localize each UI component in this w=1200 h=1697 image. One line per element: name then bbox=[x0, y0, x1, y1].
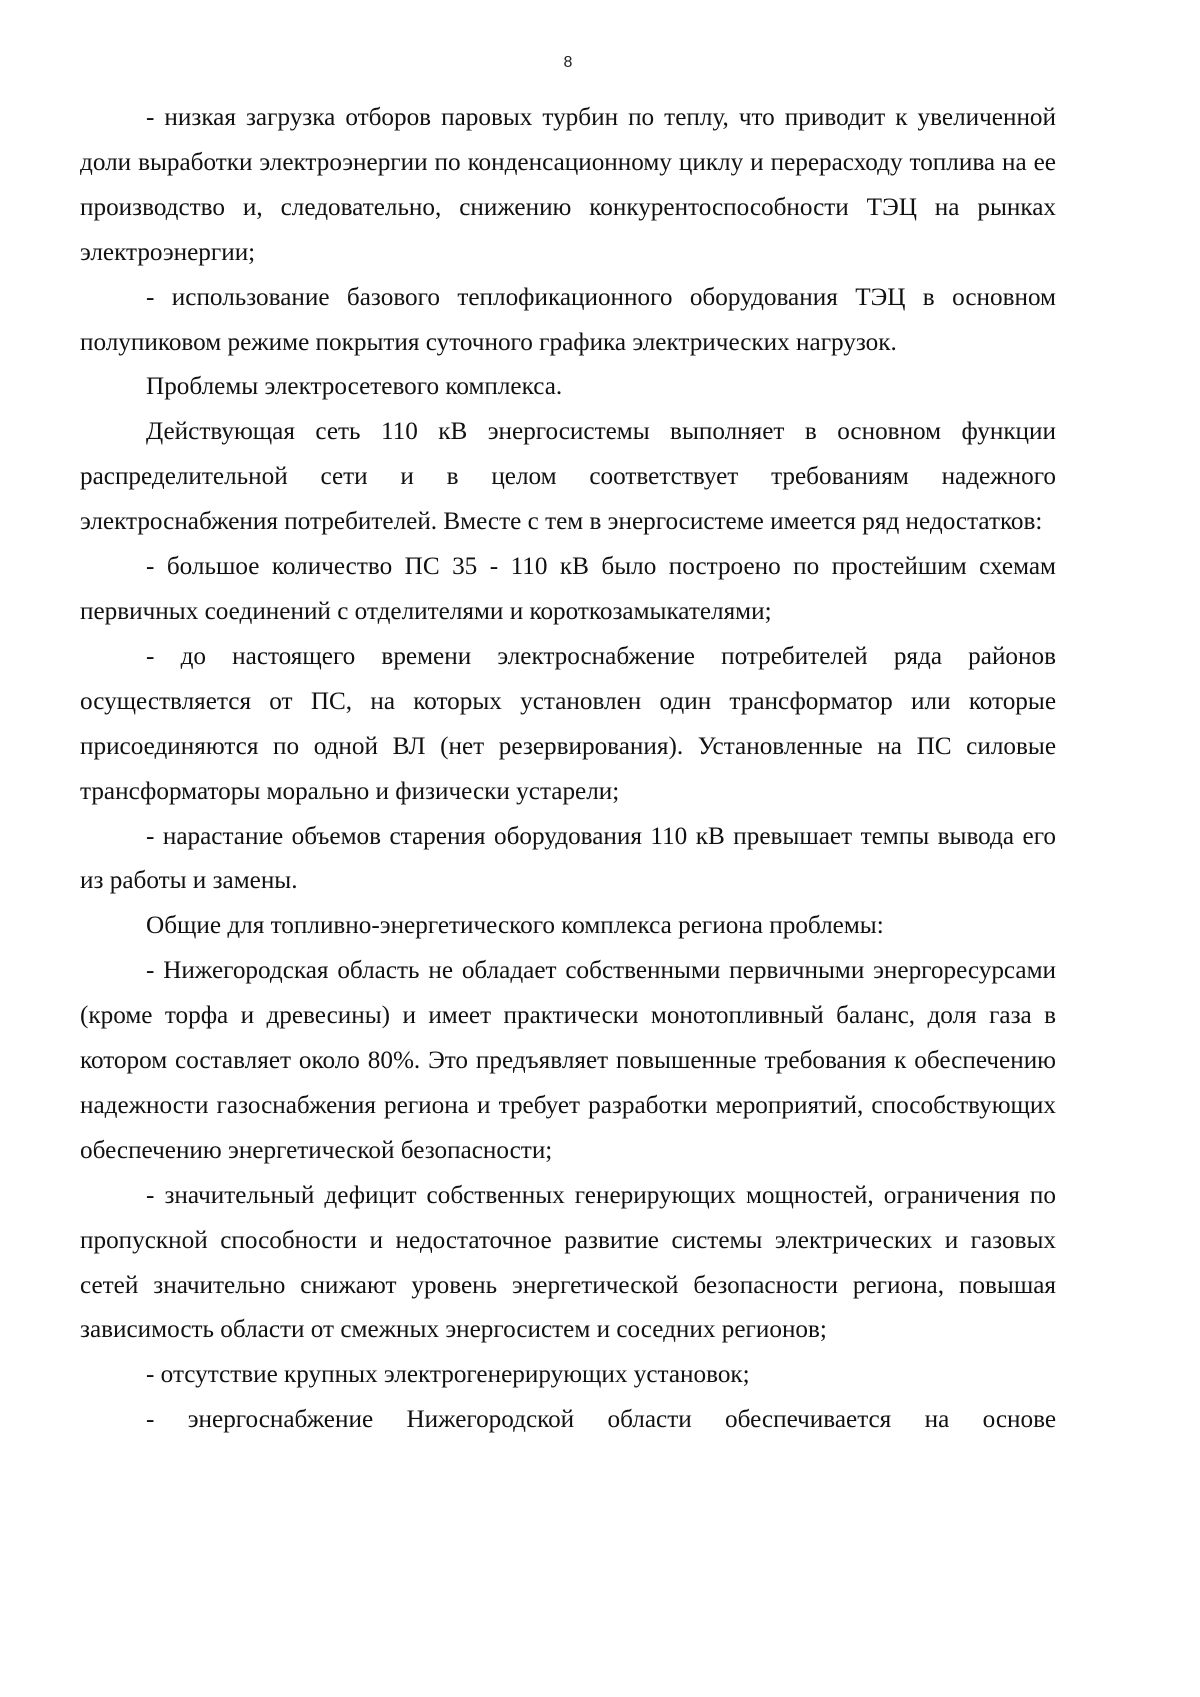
paragraph-no-large-generators: - отсутствие крупных электрогенерирующих установок; bbox=[146, 1361, 750, 1389]
paragraph-base-equipment-usage: - использование базового теплофикационного оборудования ТЭЦ в основном полупиковом режиме покрытия суточного графика электрических нагрузок. bbox=[80, 283, 1056, 356]
paragraph-no-primary-resources: - Нижегородская область не обладает собственными первичными энергоресурсами (кроме торфа и древесины) и имеет практически монотопливный баланс, доля газа в котором составляет около 80%. Это предъявляет повышенные требования к обеспечению надежности газоснабжения региона и требует разработки мероприятий, способствующих обеспечению энергетической безопасности; bbox=[80, 957, 1056, 1164]
document-body bbox=[80, 96, 1056, 1443]
paragraph-energy-supply-basis: - энергоснабжение Нижегородской области обеспечивается на основе bbox=[146, 1406, 1056, 1434]
paragraph-substation-schemes: - большое количество ПС 35 - 110 кВ было построено по простейшим схемам первичных соединений с отделителями и короткозамыкателями; bbox=[80, 553, 1056, 625]
paragraph-no-redundancy: - до настоящего времени электроснабжение потребителей ряда районов осуществляется от ПС, на которых установлен один трансформатор или которые присоединяются по одной ВЛ (нет резервирования). Установленные на ПС силовые трансформаторы морально и физически устарели; bbox=[80, 642, 1056, 805]
paragraph-low-turbine-load: - низкая загрузка отборов паровых турбин по теплу, что приводит к увеличенной доли выработки электроэнергии по конденсационному циклу и перерасходу топлива на ее производство и, следовательно, снижению конкурентоспособности ТЭЦ на рынках электроэнергии; bbox=[80, 104, 1056, 266]
paragraph-common-problems-heading: Общие для топливно-энергетического комплекса региона проблемы: bbox=[146, 912, 884, 940]
page-number: 8 bbox=[563, 54, 573, 71]
paragraph-equipment-aging: - нарастание объемов старения оборудования 110 кВ превышает темпы вывода его из работы и замены. bbox=[80, 822, 1056, 895]
paragraph-grid-problems-heading: Проблемы электросетевого комплекса. bbox=[146, 373, 563, 401]
paragraph-110kv-network: Действующая сеть 110 кВ энергосистемы выполняет в основном функции распределительной сети и в целом соответствует требованиям надежного электроснабжения потребителей. Вместе с тем в энергосистеме имеется ряд недостатков: bbox=[80, 418, 1056, 536]
paragraph-generation-deficit: - значительный дефицит собственных генерирующих мощностей, ограничения по пропускной способности и недостаточное развитие системы электрических и газовых сетей значительно снижают уровень энергетической безопасности региона, повышая зависимость области от смежных энергосистем и соседних регионов; bbox=[80, 1181, 1056, 1344]
